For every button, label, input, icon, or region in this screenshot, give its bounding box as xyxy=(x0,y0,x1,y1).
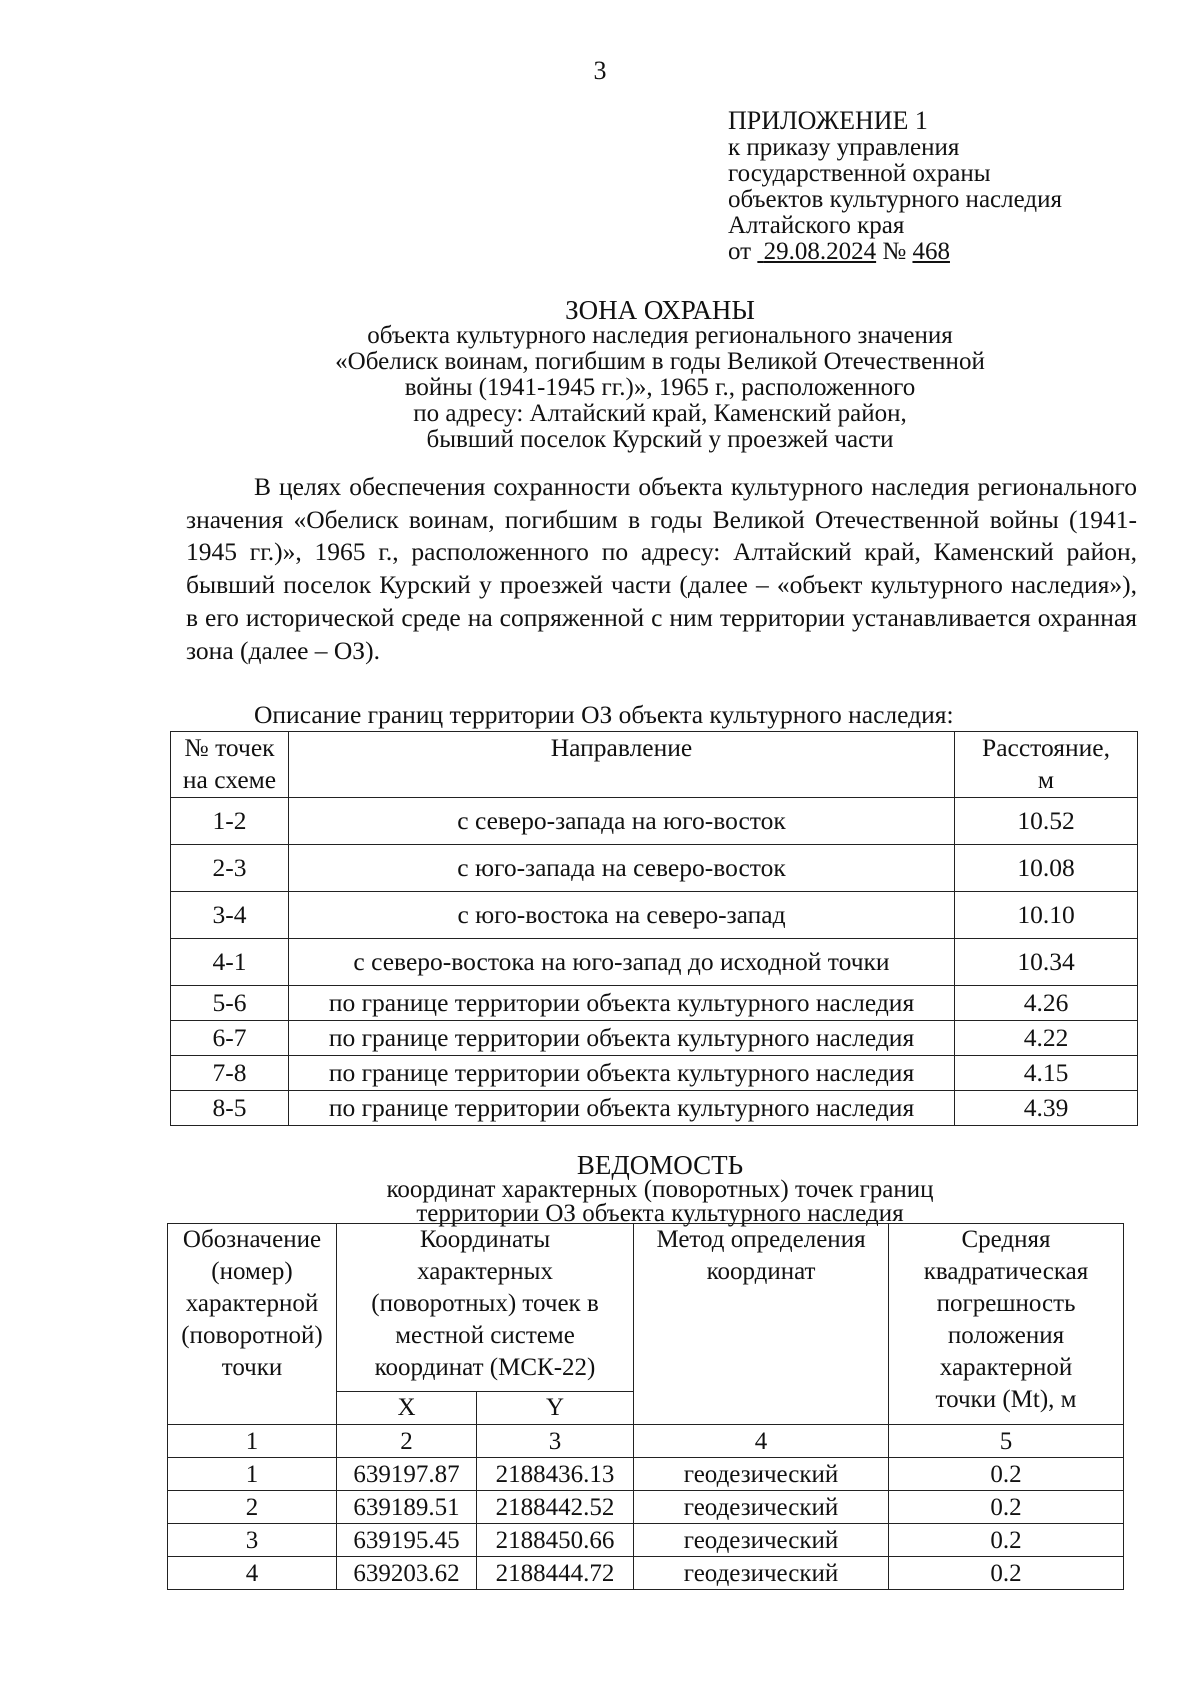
x-cell: 639203.62 xyxy=(337,1557,477,1590)
y-cell: 2188444.72 xyxy=(477,1557,634,1590)
table-row xyxy=(171,1091,1138,1126)
points-cell: 1-2 xyxy=(171,798,289,845)
y-cell: 2188450.66 xyxy=(477,1524,634,1557)
distance-cell: 10.10 xyxy=(955,892,1138,939)
distance-cell: 4.39 xyxy=(955,1091,1138,1126)
distance-cell: 4.26 xyxy=(955,986,1138,1021)
method-cell: геодезический xyxy=(634,1458,889,1491)
column-number: 4 xyxy=(634,1425,889,1458)
table-row xyxy=(168,1458,1124,1491)
direction-header: Направление xyxy=(289,732,955,798)
point-cell: 1 xyxy=(168,1458,337,1491)
designation-header: Обозначение (номер) характерной (поворотной) точки xyxy=(168,1224,337,1425)
table-row xyxy=(171,986,1138,1021)
vedomost-subtitle xyxy=(140,1178,1180,1226)
column-numbers-row xyxy=(168,1425,1124,1458)
error-cell: 0.2 xyxy=(889,1491,1124,1524)
direction-cell: с северо-запада на юго-восток xyxy=(289,798,955,845)
appendix-title: ПРИЛОЖЕНИЕ 1 xyxy=(728,106,928,135)
coordinates-table xyxy=(167,1223,1124,1590)
table-row xyxy=(168,1557,1124,1590)
x-cell: 639197.87 xyxy=(337,1458,477,1491)
error-cell: 0.2 xyxy=(889,1557,1124,1590)
order-date: 29.08.2024 xyxy=(763,238,877,265)
table-row xyxy=(171,892,1138,939)
appendix-line: объектов культурного наследия xyxy=(728,186,1062,213)
date-prefix: от xyxy=(728,238,752,265)
y-cell: 2188442.52 xyxy=(477,1491,634,1524)
distance-cell: 4.22 xyxy=(955,1021,1138,1056)
vedomost-title: ВЕДОМОСТЬ xyxy=(576,1150,744,1180)
direction-cell: с северо-востока на юго-запад до исходной точки xyxy=(289,939,955,986)
zone-subtitle-line: объекта культурного наследия регионального значения xyxy=(367,322,953,349)
error-header: Средняя квадратическая погрешность положения характерной точки (Mt), м xyxy=(889,1224,1124,1425)
distance-header: Расстояние, м xyxy=(955,732,1138,798)
zone-subtitle-line: бывший поселок Курский у проезжей части xyxy=(426,426,894,453)
zone-subtitle-line: по адресу: Алтайский край, Каменский район, xyxy=(413,400,907,427)
zone-title: ЗОНА ОХРАНЫ xyxy=(565,295,755,325)
points-cell: 5-6 xyxy=(171,986,289,1021)
x-cell: 639189.51 xyxy=(337,1491,477,1524)
column-number: 1 xyxy=(168,1425,337,1458)
zone-subtitle xyxy=(140,323,1180,453)
vedomost-subtitle-line: координат характерных (поворотных) точек границ xyxy=(386,1176,934,1203)
table-header-row xyxy=(171,732,1138,798)
table-row xyxy=(168,1491,1124,1524)
column-number: 3 xyxy=(477,1425,634,1458)
points-cell: 8-5 xyxy=(171,1091,289,1126)
distance-cell: 10.52 xyxy=(955,798,1138,845)
direction-cell: по границе территории объекта культурного наследия xyxy=(289,1021,955,1056)
method-cell: геодезический xyxy=(634,1524,889,1557)
points-cell: 7-8 xyxy=(171,1056,289,1091)
method-cell: геодезический xyxy=(634,1491,889,1524)
table-row xyxy=(171,1021,1138,1056)
x-header: X xyxy=(337,1392,477,1425)
y-cell: 2188436.13 xyxy=(477,1458,634,1491)
points-cell: 2-3 xyxy=(171,845,289,892)
appendix-line: Алтайского края xyxy=(728,212,905,239)
vedomost-subtitle-line: территории ОЗ объекта культурного наследия xyxy=(416,1200,904,1227)
distance-cell: 10.08 xyxy=(955,845,1138,892)
page-number: 3 xyxy=(593,56,607,85)
points-cell: 6-7 xyxy=(171,1021,289,1056)
direction-cell: с юго-запада на северо-восток xyxy=(289,845,955,892)
appendix-line: государственной охраны xyxy=(728,160,991,187)
table-row xyxy=(168,1524,1124,1557)
method-cell: геодезический xyxy=(634,1557,889,1590)
point-cell: 3 xyxy=(168,1524,337,1557)
zone-subtitle-line: «Обелиск воинам, погибшим в годы Великой Отечественной xyxy=(335,348,985,375)
table-row xyxy=(171,939,1138,986)
points-cell: 3-4 xyxy=(171,892,289,939)
appendix-line: к приказу управления xyxy=(728,134,960,161)
direction-cell: по границе территории объекта культурного наследия xyxy=(289,1056,955,1091)
table-row xyxy=(171,845,1138,892)
coordinates-header: Координаты характерных (поворотных) точек в местной системе координат (МСК-22) xyxy=(337,1224,634,1392)
point-cell: 2 xyxy=(168,1491,337,1524)
appendix-date-line xyxy=(728,239,1062,265)
distance-cell: 4.15 xyxy=(955,1056,1138,1091)
boundary-table xyxy=(170,731,1138,1126)
distance-cell: 10.34 xyxy=(955,939,1138,986)
y-header: Y xyxy=(477,1392,634,1425)
column-number: 2 xyxy=(337,1425,477,1458)
table-row xyxy=(171,1056,1138,1091)
appendix-block xyxy=(728,108,1062,265)
method-header: Метод определения координат xyxy=(634,1224,889,1425)
points-header: № точек на схеме xyxy=(171,732,289,798)
direction-cell: по границе территории объекта культурного наследия xyxy=(289,986,955,1021)
zone-subtitle-line: войны (1941-1945 гг.)», 1965 г., расположенного xyxy=(404,374,916,401)
point-cell: 4 xyxy=(168,1557,337,1590)
error-cell: 0.2 xyxy=(889,1524,1124,1557)
x-cell: 639195.45 xyxy=(337,1524,477,1557)
error-cell: 0.2 xyxy=(889,1458,1124,1491)
points-cell: 4-1 xyxy=(171,939,289,986)
column-number: 5 xyxy=(889,1425,1124,1458)
table-header-row xyxy=(168,1224,1124,1392)
table-row xyxy=(171,798,1138,845)
intro-paragraph: В целях обеспечения сохранности объекта культурного наследия регионального значения «Обелиск воинам, погибшим в годы Великой Отечественной войны (1941-1945 гг.)», 1965 г., расположенного по адресу: Алтайский край, Каменский район, бывший поселок Курский у проезжей части (далее – «объект культурного наследия»), в его исторической среде на сопряженной с ним территории устанавливается охранная зона (далее – ОЗ). xyxy=(186,472,1137,665)
number-sign: № xyxy=(882,238,907,265)
direction-cell: с юго-востока на северо-запад xyxy=(289,892,955,939)
boundary-caption: Описание границ территории ОЗ объекта культурного наследия: xyxy=(254,700,954,729)
direction-cell: по границе территории объекта культурного наследия xyxy=(289,1091,955,1126)
order-number: 468 xyxy=(912,238,950,265)
